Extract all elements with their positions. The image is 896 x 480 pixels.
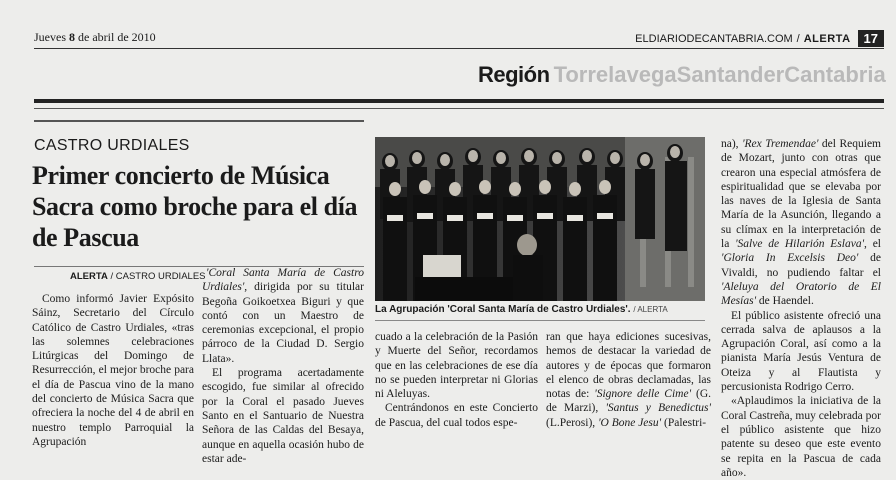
- issue-day-number: 8: [69, 30, 75, 44]
- column-4-text-d: (Palestri-: [661, 416, 707, 429]
- header-separator: /: [796, 32, 800, 45]
- article-kicker: CASTRO URDIALES: [34, 137, 190, 154]
- article-column-3: [375, 330, 538, 430]
- work-title-1: 'Signore delle Cime': [594, 388, 692, 401]
- article-byline: [70, 271, 206, 282]
- region-label: Región: [478, 62, 550, 87]
- region-banner: [478, 62, 886, 88]
- caption-text: La Agrupación 'Coral Santa María de Castro Urdiales'.: [375, 304, 631, 315]
- region-subsections: TorrelavegaSantanderCantabria: [553, 62, 886, 87]
- caption-credit: / ALERTA: [633, 305, 668, 314]
- column-5-paragraph-1: [721, 137, 881, 309]
- column-5-text-f: de Haendel.: [756, 295, 814, 308]
- header-rule: [34, 48, 884, 49]
- byline-separator: /: [110, 271, 114, 282]
- column-5-paragraph-3: «Aplaudimos la iniciativa de la Coral Castreña, muy celebrada por el público asistente que hizo patente su deseo que este evento se repita en la Pascua de cada año».: [721, 395, 881, 479]
- work-title-4: 'Rex Tremendae': [742, 138, 819, 150]
- page-number: 17: [858, 30, 884, 47]
- issue-date: [34, 30, 156, 45]
- column-2-text-a: , dirigida por su titular Begoña Goikoetxea Biguri y que contó con un Maestro de ceremonias excepcional, el propio párroco de la Ciudad D. Sergio Llata».: [202, 281, 364, 365]
- issue-month-year: de abril de 2010: [78, 30, 156, 44]
- article-column-4: [546, 330, 711, 430]
- column-5-text-a: na),: [721, 138, 743, 150]
- work-title-6: 'Gloria In Excelsis Deo': [721, 252, 859, 265]
- article-column-2: [202, 266, 364, 466]
- section-name: ALERTA: [803, 32, 851, 45]
- article-column-1: [32, 292, 194, 449]
- article-top-rule: [34, 120, 364, 122]
- article-headline: Primer concierto de Música Sacra como broche para el día de Pascua: [32, 161, 358, 252]
- column-4-text-a: ran que haya ediciones sucesivas, hemos de destacar la variedad de autores y de épocas que formaron el elenco de obras declamadas, las notas de:: [546, 331, 711, 401]
- work-title-7: 'Aleluya del Oratorio de El Mesías': [721, 280, 881, 308]
- choir-photo: [375, 137, 705, 301]
- column-4-text-c: (L.Perosi),: [546, 416, 599, 429]
- column-2-paragraph-2: El programa acertadamente escogido, fue similar al ofrecido por la Coral el pasado Jueves Santo en el Santuario de Nuestra Señora de las Caldas del Besaya, aunque en aquella ocasión hubo de estar ade-: [202, 367, 364, 465]
- column-4-text-b: (G. de Marzi),: [546, 388, 711, 415]
- caption-rule: [375, 320, 705, 321]
- column-2-paragraph-1: [202, 266, 364, 366]
- column-5-text-b: del Requiem de Mozart, junto con otras que crearon una especial atmósfera de espiritualidad que se elevaba por las naves de la Iglesia de Santa María de la Asunción, llegando a su clímax en la interpretación de la: [721, 138, 881, 251]
- column-1-text: Como informó Javier Expósito Sáinz, Secretario del Círculo Católico de Castro Urdiales, «tras las solemnes celebraciones Litúrgicas del Domingo de Resurrección, el mejor broche para el día de Pascua vino de la mano del concierto de Música Sacra que ofreciera la noche del 4 de abril en nuestro templo Parroquial la Agrupación: [32, 293, 194, 448]
- photo-caption: [375, 304, 705, 315]
- site-name: ELDIARIODECANTABRIA.COM: [635, 32, 793, 45]
- work-title-2: 'Santus y Benedictus': [605, 402, 711, 415]
- byline-source: ALERTA: [70, 271, 108, 282]
- choir-name: 'Coral Santa María de Castro Urdiales': [202, 267, 364, 294]
- article-column-5: [721, 137, 881, 480]
- banner-rule-thin: [34, 108, 884, 109]
- banner-rule-thick: [34, 99, 884, 103]
- work-title-5: 'Salve de Hilarión Eslava': [735, 238, 865, 251]
- header-right: [635, 30, 884, 47]
- column-4-paragraph: [546, 330, 711, 430]
- work-title-3: 'O Bone Jesu': [598, 416, 662, 429]
- column-5-text-c: , el: [864, 238, 881, 251]
- byline-place: CASTRO URDIALES: [115, 271, 206, 282]
- choir-photo-image: [375, 137, 705, 301]
- column-3-paragraph-2: Centrándonos en este Concierto de Pascua, del cual todos espe-: [375, 402, 538, 429]
- issue-day: Jueves: [34, 30, 66, 44]
- column-3-paragraph-1: cuado a la celebración de la Pasión y Muerte del Señor, recordamos que en las celebraciones de ese día no se pueden interpretar ni Glorias ni Aleluyas.: [375, 331, 538, 401]
- column-5-text-d: de Vivaldi, no pudiendo faltar el: [721, 252, 881, 279]
- column-5-paragraph-2: El público asistente ofreció una cerrada salva de aplausos a la Agrupación Coral, así como a la pianista María Jesús Ventura de Otеiza y al Flautista y percusionista Rodrigo Cerro.: [721, 309, 881, 394]
